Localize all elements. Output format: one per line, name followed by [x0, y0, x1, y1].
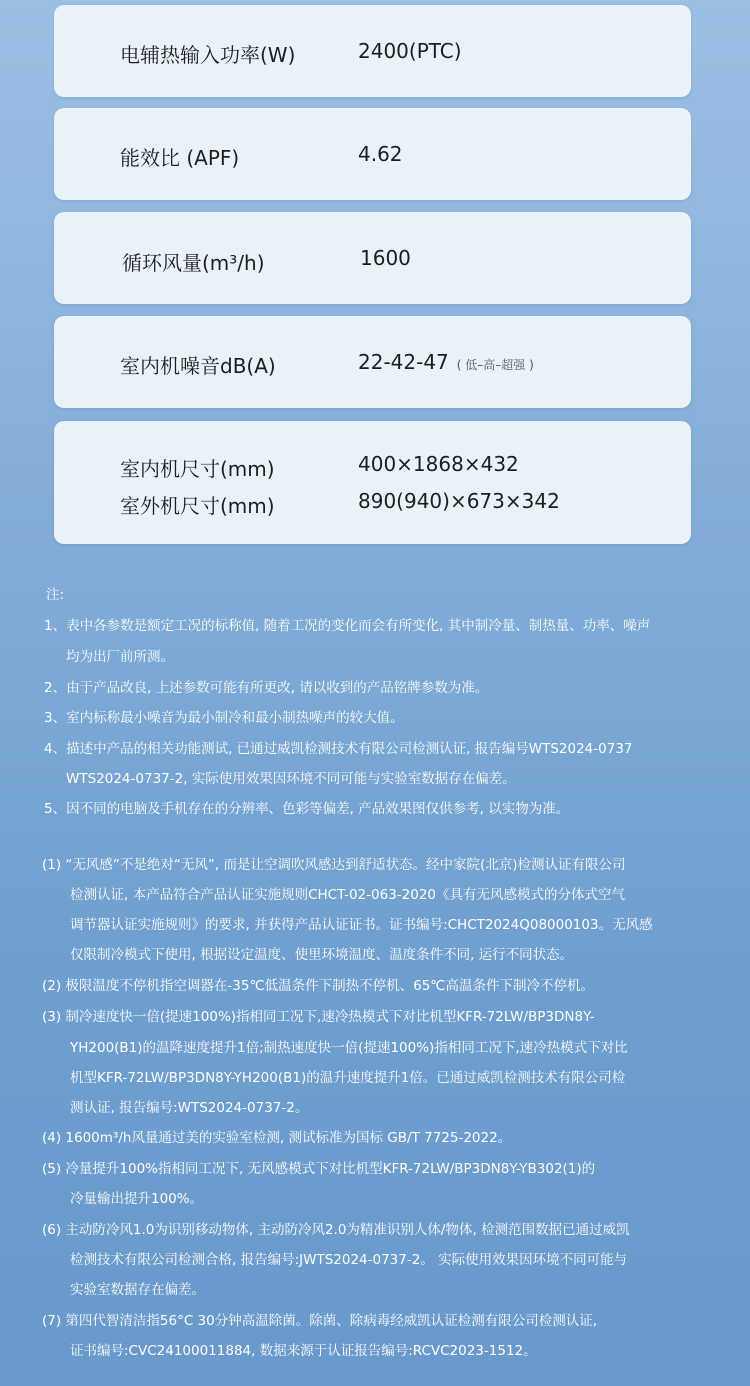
spec-card-apf: [54, 108, 691, 200]
spec-value: 890(940)×673×342: [358, 489, 560, 513]
note-line: 4、描述中产品的相关功能测试, 已通过威凯检测技术有限公司检测认证, 报告编号WTS2024-0737: [44, 741, 633, 757]
note-line: 冷量输出提升100%。: [70, 1191, 204, 1207]
note-line: (5) 冷量提升100%指相同工况下, 无风感模式下对比机型KFR-72LW/BP3DN8Y-YB302(1)的: [42, 1161, 596, 1177]
note-line: (7) 第四代智清洁指56°C 30分钟高温除菌。除菌、除病毒经威凯认证检测有限公司检测认证,: [42, 1313, 598, 1329]
note-line: (6) 主动防冷风1.0为识别移动物体, 主动防冷风2.0为精准识别人体/物体, 检测范围数据已通过威凯: [42, 1222, 630, 1238]
spec-label: 室内机噪音dB(A): [120, 354, 276, 378]
note-line: 测认证, 报告编号:WTS2024-0737-2。: [70, 1100, 309, 1116]
note-line: 机型KFR-72LW/BP3DN8Y-YH200(B1)的温升速度提升1倍。已通过威凯检测技术有限公司检: [70, 1070, 626, 1086]
note-line: (2) 极限温度不停机指空调器在-35℃低温条件下制热不停机、65℃高温条件下制冷不停机。: [42, 978, 594, 994]
note-line: YH200(B1)的温降速度提升1倍;制热速度快一倍(提速100%)指相同工况下,速冷热模式下对比: [70, 1040, 628, 1056]
note-line: 检测认证, 本产品符合产品认证实施规则CHCT-02-063-2020《具有无风感模式的分体式空气: [70, 887, 626, 903]
note-line: 调节器认证实施规则》的要求, 并获得产品认证证书。证书编号:CHCT2024Q08000103。无风感: [70, 917, 653, 933]
spec-value: 2400(PTC): [358, 39, 462, 63]
spec-label: 循环风量(m³/h): [122, 251, 265, 275]
note-line: 3、室内标称最小噪音为最小制冷和最小制热噪声的较大值。: [44, 710, 404, 726]
spec-value: 400×1868×432: [358, 452, 519, 476]
note-line: 检测技术有限公司检测合格, 报告编号:JWTS2024-0737-2。 实际使用效果因环境不同可能与: [70, 1252, 628, 1268]
note-line: 均为出厂前所测。: [66, 649, 174, 665]
note-line: (1) “无风感”不是绝对“无风”, 而是让空调吹风感达到舒适状态。经中家院(北京)检测认证有限公司: [42, 857, 626, 873]
spec-label: 室内机尺寸(mm): [120, 457, 275, 481]
spec-value: 4.62: [358, 142, 403, 166]
note-line: (4) 1600m³/h风量通过美的实验室检测, 测试标准为国标 GB/T 7725-2022。: [42, 1130, 512, 1146]
note-line: 2、由于产品改良, 上述参数可能有所更改, 请以收到的产品铭牌参数为准。: [44, 680, 489, 696]
note-line: 1、表中各参数是额定工况的标称值, 随着工况的变化而会有所变化, 其中制冷量、制热量、功率、噪声: [44, 618, 651, 634]
note-line: WTS2024-0737-2, 实际使用效果因环境不同可能与实验室数据存在偏差。: [66, 771, 516, 787]
spec-value: [358, 350, 534, 374]
spec-label: 能效比 (APF): [120, 146, 240, 170]
noise-sub-label: ( 低–高–超强 ): [456, 358, 534, 372]
spec-label: 室外机尺寸(mm): [120, 494, 275, 518]
noise-value: 22-42-47: [358, 350, 449, 374]
note-line: (3) 制冷速度快一倍(提速100%)指相同工况下,速冷热模式下对比机型KFR-72LW/BP3DN8Y-: [42, 1009, 595, 1025]
notes-title: 注:: [46, 587, 65, 603]
note-line: 5、因不同的电脑及手机存在的分辨率、色彩等偏差, 产品效果图仅供参考, 以实物为准。: [44, 801, 570, 817]
note-line: 仅限制冷模式下使用, 根据设定温度、使里环境温度、温度条件不同, 运行不同状态。: [70, 947, 574, 963]
spec-card-noise: [54, 316, 691, 408]
note-line: 实验室数据存在偏差。: [70, 1282, 205, 1298]
spec-card-airflow: [54, 212, 691, 304]
spec-card-heater-power: [54, 5, 691, 97]
spec-label: 电辅热输入功率(W): [120, 43, 296, 67]
note-line: 证书编号:CVC24100011884, 数据来源于认证报告编号:RCVC2023-1512。: [70, 1343, 537, 1359]
spec-card-dimensions: [54, 421, 691, 544]
spec-value: 1600: [360, 246, 411, 270]
